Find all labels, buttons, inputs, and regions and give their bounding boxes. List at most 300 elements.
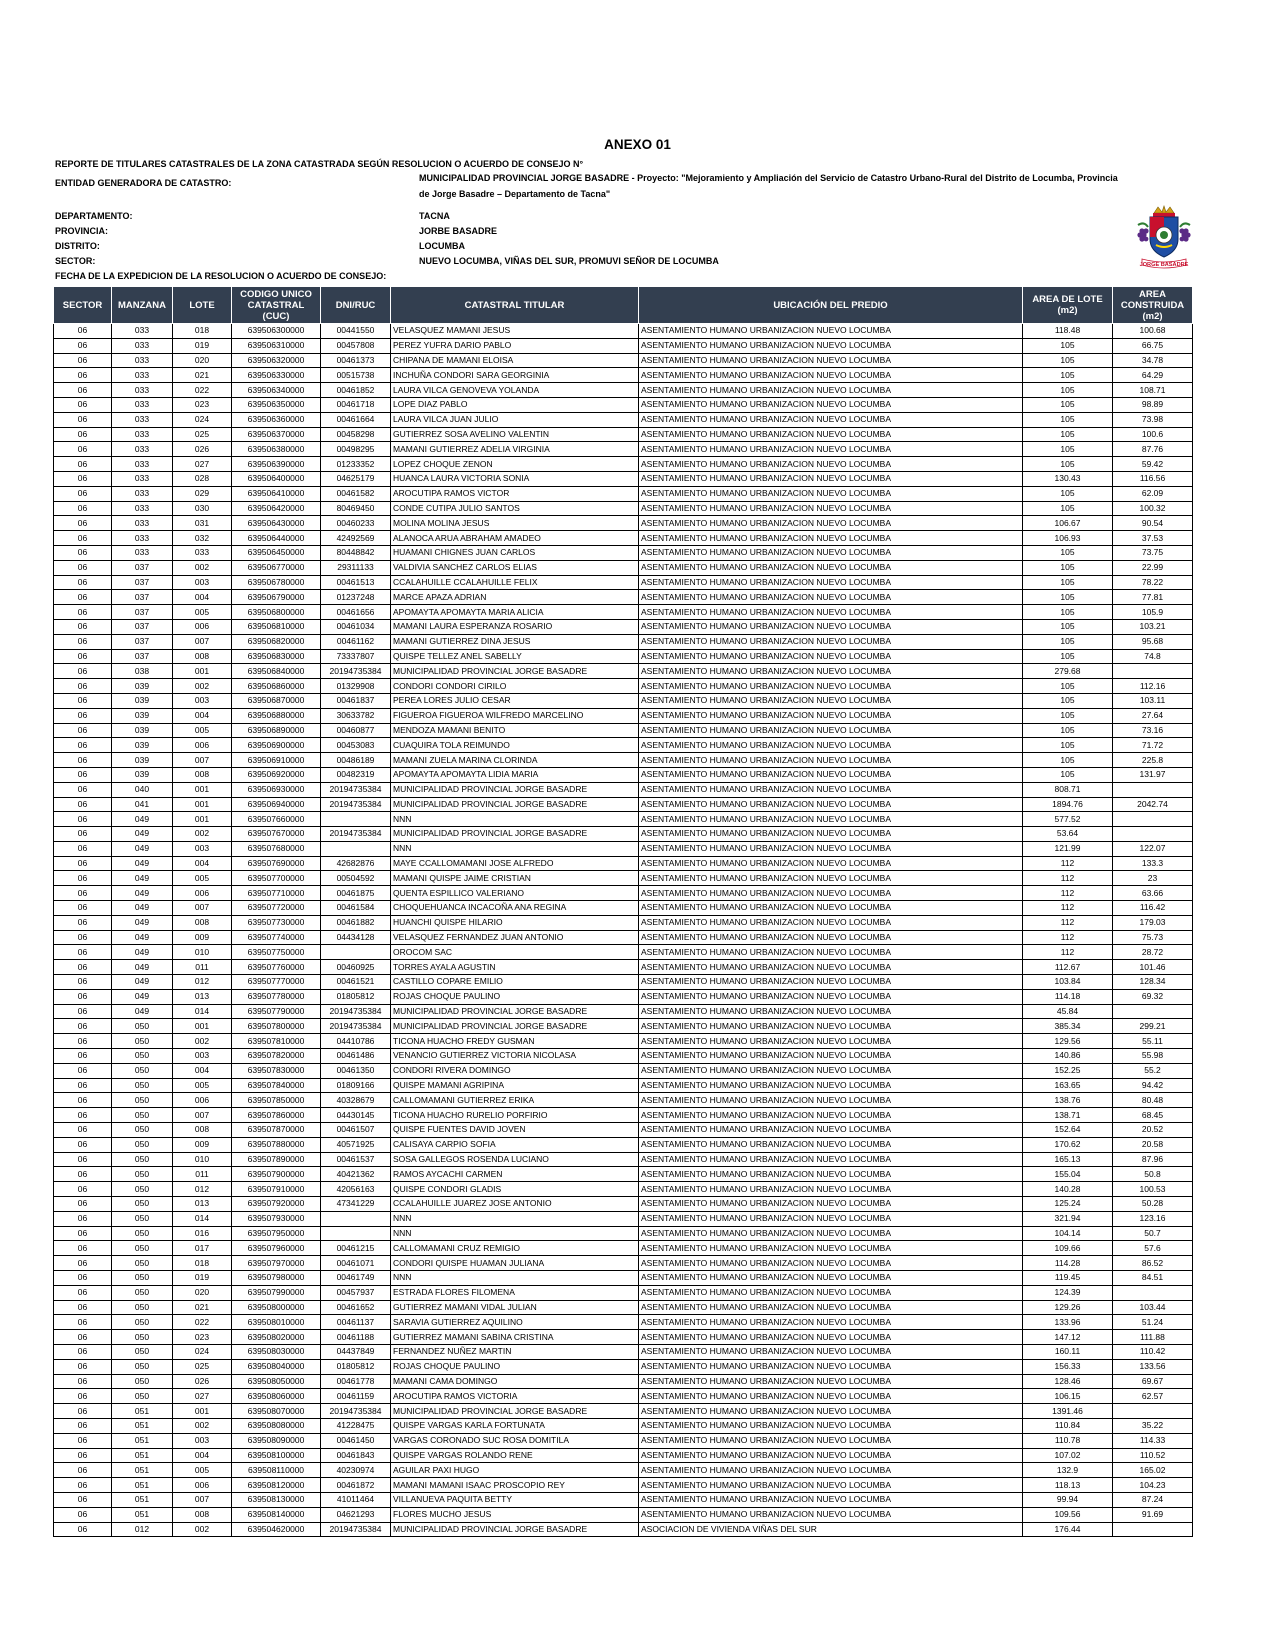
cell-sector: 06 (54, 397, 112, 412)
cell-dni-ruc: 00461582 (321, 486, 391, 501)
cell-sector: 06 (54, 427, 112, 442)
table-row (54, 397, 1193, 412)
cell-manzana: 049 (112, 930, 173, 945)
cell-sector: 06 (54, 1034, 112, 1049)
cell-cuc: 639506320000 (232, 353, 321, 368)
cell-dni-ruc: 00461373 (321, 353, 391, 368)
table-row (54, 1330, 1193, 1345)
departamento-value: TACNA (419, 211, 450, 221)
cell-dni-ruc: 01805812 (321, 1359, 391, 1374)
cell-area-lote: 321.94 (1023, 1211, 1113, 1226)
cell-dni-ruc: 00460877 (321, 723, 391, 738)
cell-cuc: 639507810000 (232, 1034, 321, 1049)
cell-cuc: 639506930000 (232, 782, 321, 797)
cell-manzana: 012 (112, 1522, 173, 1537)
cell-titular: CHIPANA DE MAMANI ELOISA (391, 353, 639, 368)
table-row (54, 1522, 1193, 1537)
cell-cuc: 639507820000 (232, 1049, 321, 1064)
cell-area-lote: 577.52 (1023, 812, 1113, 827)
cell-sector: 06 (54, 649, 112, 664)
cell-lote: 002 (173, 560, 232, 575)
cell-manzana: 049 (112, 989, 173, 1004)
cell-dni-ruc: 00458298 (321, 427, 391, 442)
table-row (54, 1108, 1193, 1123)
table-row (54, 679, 1193, 694)
cell-cuc: 639508100000 (232, 1448, 321, 1463)
cell-cuc: 639507730000 (232, 915, 321, 930)
cell-ubicacion: ASENTAMIENTO HUMANO URBANIZACION NUEVO LOCUMBA (639, 1433, 1023, 1448)
cell-manzana: 037 (112, 590, 173, 605)
cell-sector: 06 (54, 812, 112, 827)
cell-area-lote: 107.02 (1023, 1448, 1113, 1463)
column-header-ubicacion: UBICACIÓN DEL PREDIO (639, 287, 1023, 324)
cell-lote: 006 (173, 886, 232, 901)
cell-ubicacion: ASENTAMIENTO HUMANO URBANIZACION NUEVO LOCUMBA (639, 486, 1023, 501)
cell-area-lote: 140.86 (1023, 1049, 1113, 1064)
table-row (54, 1389, 1193, 1404)
cell-sector: 06 (54, 338, 112, 353)
cell-lote: 018 (173, 1256, 232, 1271)
cell-cuc: 639508090000 (232, 1433, 321, 1448)
cell-cuc: 639506450000 (232, 545, 321, 560)
cell-ubicacion: ASENTAMIENTO HUMANO URBANIZACION NUEVO LOCUMBA (639, 871, 1023, 886)
table-row (54, 827, 1193, 842)
cell-dni-ruc: 00504592 (321, 871, 391, 886)
cell-ubicacion: ASENTAMIENTO HUMANO URBANIZACION NUEVO LOCUMBA (639, 1478, 1023, 1493)
cell-lote: 023 (173, 1330, 232, 1345)
cell-sector: 06 (54, 664, 112, 679)
cell-area-lote: 133.96 (1023, 1315, 1113, 1330)
cell-cuc: 639506770000 (232, 560, 321, 575)
cell-area-lote: 155.04 (1023, 1167, 1113, 1182)
cell-ubicacion: ASENTAMIENTO HUMANO URBANIZACION NUEVO LOCUMBA (639, 1093, 1023, 1108)
cell-titular: MAMANI MAMANI ISAAC PROSCOPIO REY (391, 1478, 639, 1493)
cell-manzana: 051 (112, 1404, 173, 1419)
svg-text:JORGE BASADRE: JORGE BASADRE (1139, 262, 1189, 268)
cell-area-construida: 94.42 (1113, 1078, 1193, 1093)
cell-ubicacion: ASENTAMIENTO HUMANO URBANIZACION NUEVO LOCUMBA (639, 427, 1023, 442)
column-header-cuc: CODIGO UNICO CATASTRAL (CUC) (232, 287, 321, 324)
cell-manzana: 049 (112, 856, 173, 871)
cell-manzana: 033 (112, 412, 173, 427)
cell-ubicacion: ASENTAMIENTO HUMANO URBANIZACION NUEVO LOCUMBA (639, 679, 1023, 694)
cell-ubicacion: ASENTAMIENTO HUMANO URBANIZACION NUEVO LOCUMBA (639, 501, 1023, 516)
cell-sector: 06 (54, 471, 112, 486)
cell-titular: VILLANUEVA PAQUITA BETTY (391, 1492, 639, 1507)
table-row (54, 960, 1193, 975)
cell-dni-ruc: 00461749 (321, 1271, 391, 1286)
cell-area-lote: 105 (1023, 767, 1113, 782)
cell-area-lote: 121.99 (1023, 841, 1113, 856)
cell-sector: 06 (54, 930, 112, 945)
cell-ubicacion: ASENTAMIENTO HUMANO URBANIZACION NUEVO LOCUMBA (639, 930, 1023, 945)
cell-manzana: 050 (112, 1123, 173, 1138)
cell-cuc: 639507950000 (232, 1226, 321, 1241)
table-body (54, 324, 1193, 1537)
cell-ubicacion: ASENTAMIENTO HUMANO URBANIZACION NUEVO LOCUMBA (639, 738, 1023, 753)
cell-dni-ruc: 47341229 (321, 1197, 391, 1212)
cell-area-construida: 165.02 (1113, 1463, 1193, 1478)
cell-sector: 06 (54, 1093, 112, 1108)
table-row (54, 1241, 1193, 1256)
cell-area-construida (1113, 1004, 1193, 1019)
cell-manzana: 039 (112, 723, 173, 738)
cell-sector: 06 (54, 486, 112, 501)
cell-manzana: 050 (112, 1167, 173, 1182)
cell-cuc: 639507830000 (232, 1063, 321, 1078)
cell-ubicacion: ASENTAMIENTO HUMANO URBANIZACION NUEVO LOCUMBA (639, 1152, 1023, 1167)
cell-sector: 06 (54, 886, 112, 901)
cell-sector: 06 (54, 960, 112, 975)
cell-cuc: 639506890000 (232, 723, 321, 738)
table-row (54, 1315, 1193, 1330)
cell-ubicacion: ASENTAMIENTO HUMANO URBANIZACION NUEVO LOCUMBA (639, 812, 1023, 827)
cell-lote: 025 (173, 1359, 232, 1374)
entidad-label: ENTIDAD GENERADORA DE CATASTRO: (55, 178, 232, 188)
table-row (54, 1182, 1193, 1197)
cell-area-lote: 105 (1023, 738, 1113, 753)
cell-area-lote: 124.39 (1023, 1285, 1113, 1300)
cell-ubicacion: ASENTAMIENTO HUMANO URBANIZACION NUEVO LOCUMBA (639, 442, 1023, 457)
cell-titular: CASTILLO COPARE EMILIO (391, 975, 639, 990)
cell-lote: 029 (173, 486, 232, 501)
cell-area-construida: 110.52 (1113, 1448, 1193, 1463)
cell-sector: 06 (54, 797, 112, 812)
cell-sector: 06 (54, 1078, 112, 1093)
cell-manzana: 049 (112, 827, 173, 842)
cell-sector: 06 (54, 1492, 112, 1507)
cell-manzana: 037 (112, 649, 173, 664)
cell-area-lote: 118.48 (1023, 324, 1113, 339)
cell-area-lote: 106.15 (1023, 1389, 1113, 1404)
cell-lote: 012 (173, 975, 232, 990)
cell-ubicacion: ASENTAMIENTO HUMANO URBANIZACION NUEVO LOCUMBA (639, 708, 1023, 723)
cell-titular: VALDIVIA SANCHEZ CARLOS ELIAS (391, 560, 639, 575)
cell-ubicacion: ASENTAMIENTO HUMANO URBANIZACION NUEVO LOCUMBA (639, 634, 1023, 649)
cell-dni-ruc: 00461872 (321, 1478, 391, 1493)
cell-area-lote: 105 (1023, 353, 1113, 368)
cell-ubicacion: ASENTAMIENTO HUMANO URBANIZACION NUEVO LOCUMBA (639, 915, 1023, 930)
cell-titular: CALLOMAMANI CRUZ REMIGIO (391, 1241, 639, 1256)
table-row (54, 353, 1193, 368)
cell-cuc: 639506830000 (232, 649, 321, 664)
cell-sector: 06 (54, 1211, 112, 1226)
cell-area-lote: 112 (1023, 856, 1113, 871)
table-row (54, 338, 1193, 353)
cell-titular: GUTIERREZ SOSA AVELINO VALENTIN (391, 427, 639, 442)
table-row (54, 930, 1193, 945)
cell-area-construida (1113, 782, 1193, 797)
cell-manzana: 051 (112, 1463, 173, 1478)
cell-manzana: 050 (112, 1389, 173, 1404)
municipality-logo (1132, 205, 1196, 273)
cell-ubicacion: ASENTAMIENTO HUMANO URBANIZACION NUEVO LOCUMBA (639, 1197, 1023, 1212)
cell-ubicacion: ASENTAMIENTO HUMANO URBANIZACION NUEVO LOCUMBA (639, 1418, 1023, 1433)
cell-titular: VARGAS CORONADO SUC ROSA DOMITILA (391, 1433, 639, 1448)
cell-ubicacion: ASENTAMIENTO HUMANO URBANIZACION NUEVO LOCUMBA (639, 545, 1023, 560)
cell-area-lote: 45.84 (1023, 1004, 1113, 1019)
cell-area-construida: 73.75 (1113, 545, 1193, 560)
table-row (54, 605, 1193, 620)
cell-sector: 06 (54, 383, 112, 398)
cell-lote: 002 (173, 1418, 232, 1433)
table-row (54, 1404, 1193, 1419)
cell-area-construida: 104.23 (1113, 1478, 1193, 1493)
cell-area-construida: 86.52 (1113, 1256, 1193, 1271)
cell-dni-ruc: 42056163 (321, 1182, 391, 1197)
cell-sector: 06 (54, 1374, 112, 1389)
cell-area-lote: 105 (1023, 753, 1113, 768)
cell-titular: MUNICIPALIDAD PROVINCIAL JORGE BASADRE (391, 1522, 639, 1537)
cell-area-construida: 69.32 (1113, 989, 1193, 1004)
cell-area-lote: 147.12 (1023, 1330, 1113, 1345)
cell-dni-ruc: 00461718 (321, 397, 391, 412)
cell-titular: CHOQUEHUANCA INCACOÑA ANA REGINA (391, 901, 639, 916)
cell-area-construida (1113, 812, 1193, 827)
cell-sector: 06 (54, 856, 112, 871)
cell-area-construida: 103.21 (1113, 619, 1193, 634)
cell-ubicacion: ASENTAMIENTO HUMANO URBANIZACION NUEVO LOCUMBA (639, 901, 1023, 916)
cell-sector: 06 (54, 945, 112, 960)
cell-area-lote: 105 (1023, 383, 1113, 398)
cell-area-construida (1113, 827, 1193, 842)
cell-ubicacion: ASENTAMIENTO HUMANO URBANIZACION NUEVO LOCUMBA (639, 338, 1023, 353)
cell-sector: 06 (54, 501, 112, 516)
cell-manzana: 033 (112, 486, 173, 501)
cell-area-construida: 77.81 (1113, 590, 1193, 605)
cell-ubicacion: ASENTAMIENTO HUMANO URBANIZACION NUEVO LOCUMBA (639, 1078, 1023, 1093)
cell-cuc: 639506880000 (232, 708, 321, 723)
cell-lote: 008 (173, 767, 232, 782)
cell-titular: RAMOS AYCACHI CARMEN (391, 1167, 639, 1182)
cell-titular: CALISAYA CARPIO SOFIA (391, 1137, 639, 1152)
cell-cuc: 639508010000 (232, 1315, 321, 1330)
cell-lote: 009 (173, 1137, 232, 1152)
cell-cuc: 639506350000 (232, 397, 321, 412)
cell-sector: 06 (54, 1226, 112, 1241)
cell-area-construida: 27.64 (1113, 708, 1193, 723)
table-row (54, 1167, 1193, 1182)
cell-manzana: 037 (112, 619, 173, 634)
cell-dni-ruc: 00515738 (321, 368, 391, 383)
cell-ubicacion: ASENTAMIENTO HUMANO URBANIZACION NUEVO LOCUMBA (639, 1063, 1023, 1078)
cell-titular: LOPEZ CHOQUE ZENON (391, 457, 639, 472)
cell-area-construida: 108.71 (1113, 383, 1193, 398)
cell-titular: MAMANI LAURA ESPERANZA ROSARIO (391, 619, 639, 634)
cell-manzana: 051 (112, 1433, 173, 1448)
cell-area-lote: 138.71 (1023, 1108, 1113, 1123)
cell-lote: 003 (173, 1433, 232, 1448)
cell-manzana: 049 (112, 1004, 173, 1019)
cell-lote: 001 (173, 1019, 232, 1034)
cell-titular: NNN (391, 1271, 639, 1286)
column-header-area-lote: AREA DE LOTE (m2) (1023, 287, 1113, 324)
cell-dni-ruc: 40230974 (321, 1463, 391, 1478)
cell-ubicacion: ASENTAMIENTO HUMANO URBANIZACION NUEVO LOCUMBA (639, 1492, 1023, 1507)
cell-area-construida: 98.89 (1113, 397, 1193, 412)
cell-dni-ruc: 01805812 (321, 989, 391, 1004)
cell-area-lote: 118.13 (1023, 1478, 1113, 1493)
cell-area-construida: 73.98 (1113, 412, 1193, 427)
table-row (54, 1137, 1193, 1152)
cell-cuc: 639508110000 (232, 1463, 321, 1478)
cell-titular: VELASQUEZ FERNANDEZ JUAN ANTONIO (391, 930, 639, 945)
cell-dni-ruc: 00461778 (321, 1374, 391, 1389)
column-header-titular: CATASTRAL TITULAR (391, 287, 639, 324)
cell-area-lote: 385.34 (1023, 1019, 1113, 1034)
cell-cuc: 639507800000 (232, 1019, 321, 1034)
cell-dni-ruc: 00498295 (321, 442, 391, 457)
cell-ubicacion: ASENTAMIENTO HUMANO URBANIZACION NUEVO LOCUMBA (639, 1241, 1023, 1256)
cell-lote: 007 (173, 1492, 232, 1507)
cell-lote: 023 (173, 397, 232, 412)
cell-titular: MAYE CCALLOMAMANI JOSE ALFREDO (391, 856, 639, 871)
table-row (54, 871, 1193, 886)
table-row (54, 531, 1193, 546)
cell-cuc: 639506820000 (232, 634, 321, 649)
cell-cuc: 639506370000 (232, 427, 321, 442)
cell-dni-ruc: 00482319 (321, 767, 391, 782)
cell-dni-ruc: 01809166 (321, 1078, 391, 1093)
cell-lote: 020 (173, 353, 232, 368)
cell-area-lote: 105 (1023, 679, 1113, 694)
cell-manzana: 050 (112, 1063, 173, 1078)
cell-manzana: 033 (112, 427, 173, 442)
cell-ubicacion: ASENTAMIENTO HUMANO URBANIZACION NUEVO LOCUMBA (639, 605, 1023, 620)
cell-manzana: 049 (112, 915, 173, 930)
cell-titular: GUTIERREZ MAMANI SABINA CRISTINA (391, 1330, 639, 1345)
cell-sector: 06 (54, 901, 112, 916)
table-row (54, 723, 1193, 738)
cell-sector: 06 (54, 1359, 112, 1374)
cell-cuc: 639507770000 (232, 975, 321, 990)
cell-manzana: 033 (112, 397, 173, 412)
cell-dni-ruc: 01233352 (321, 457, 391, 472)
cell-dni-ruc: 00461507 (321, 1123, 391, 1138)
cell-area-construida: 50.28 (1113, 1197, 1193, 1212)
cell-cuc: 639506800000 (232, 605, 321, 620)
cell-lote: 026 (173, 442, 232, 457)
cell-ubicacion: ASENTAMIENTO HUMANO URBANIZACION NUEVO LOCUMBA (639, 767, 1023, 782)
cell-titular: FIGUEROA FIGUEROA WILFREDO MARCELINO (391, 708, 639, 723)
cell-ubicacion: ASENTAMIENTO HUMANO URBANIZACION NUEVO LOCUMBA (639, 1404, 1023, 1419)
cell-cuc: 639506430000 (232, 516, 321, 531)
cell-area-lote: 114.18 (1023, 989, 1113, 1004)
cell-sector: 06 (54, 442, 112, 457)
cell-area-construida: 116.56 (1113, 471, 1193, 486)
table-row (54, 782, 1193, 797)
table-row (54, 1063, 1193, 1078)
cell-titular: ALANOCA ARUA ABRAHAM AMADEO (391, 531, 639, 546)
cadastral-owners-table (53, 286, 1193, 1537)
cell-cuc: 639506300000 (232, 324, 321, 339)
cell-dni-ruc: 00453083 (321, 738, 391, 753)
distrito-value: LOCUMBA (419, 241, 465, 251)
table-row (54, 1093, 1193, 1108)
cell-sector: 06 (54, 723, 112, 738)
cell-area-lote: 104.14 (1023, 1226, 1113, 1241)
cell-cuc: 639508000000 (232, 1300, 321, 1315)
cell-dni-ruc: 73337807 (321, 649, 391, 664)
cell-dni-ruc: 30633782 (321, 708, 391, 723)
report-description: REPORTE DE TITULARES CATASTRALES DE LA ZONA CATASTRADA SEGÚN RESOLUCION O ACUERDO DE CONSEJO N° (55, 159, 584, 169)
cell-manzana: 033 (112, 501, 173, 516)
cell-lote: 033 (173, 545, 232, 560)
sector-label: SECTOR: (55, 256, 96, 266)
cell-titular: LAURA VILCA GENOVEVA YOLANDA (391, 383, 639, 398)
cell-lote: 002 (173, 1034, 232, 1049)
cell-sector: 06 (54, 353, 112, 368)
cell-dni-ruc: 00461486 (321, 1049, 391, 1064)
cell-sector: 06 (54, 368, 112, 383)
cell-sector: 06 (54, 619, 112, 634)
cell-titular: HUAMANI CHIGNES JUAN CARLOS (391, 545, 639, 560)
cell-area-lote: 105 (1023, 442, 1113, 457)
cell-area-construida: 66.75 (1113, 338, 1193, 353)
cell-ubicacion: ASENTAMIENTO HUMANO URBANIZACION NUEVO LOCUMBA (639, 1300, 1023, 1315)
cell-dni-ruc: 04434128 (321, 930, 391, 945)
cell-area-construida: 84.51 (1113, 1271, 1193, 1286)
cell-area-lote: 176.44 (1023, 1522, 1113, 1537)
cell-manzana: 033 (112, 545, 173, 560)
cell-cuc: 639508050000 (232, 1374, 321, 1389)
table-row (54, 471, 1193, 486)
cell-dni-ruc: 20194735384 (321, 664, 391, 679)
cell-sector: 06 (54, 1315, 112, 1330)
cell-area-construida: 87.24 (1113, 1492, 1193, 1507)
cell-area-lote: 105 (1023, 501, 1113, 516)
cell-area-lote: 110.78 (1023, 1433, 1113, 1448)
cell-cuc: 639506390000 (232, 457, 321, 472)
cell-area-lote: 106.93 (1023, 531, 1113, 546)
cell-manzana: 050 (112, 1034, 173, 1049)
cell-sector: 06 (54, 1300, 112, 1315)
cell-cuc: 639506440000 (232, 531, 321, 546)
table-row (54, 1256, 1193, 1271)
table-row (54, 797, 1193, 812)
cell-area-construida: 100.6 (1113, 427, 1193, 442)
cell-manzana: 033 (112, 338, 173, 353)
table-row (54, 412, 1193, 427)
table-row (54, 368, 1193, 383)
cell-cuc: 639506840000 (232, 664, 321, 679)
cell-area-lote: 105 (1023, 590, 1113, 605)
cell-ubicacion: ASENTAMIENTO HUMANO URBANIZACION NUEVO LOCUMBA (639, 1211, 1023, 1226)
cell-ubicacion: ASENTAMIENTO HUMANO URBANIZACION NUEVO LOCUMBA (639, 693, 1023, 708)
table-row (54, 664, 1193, 679)
cell-area-lote: 105 (1023, 575, 1113, 590)
cell-ubicacion: ASENTAMIENTO HUMANO URBANIZACION NUEVO LOCUMBA (639, 1182, 1023, 1197)
cell-ubicacion: ASENTAMIENTO HUMANO URBANIZACION NUEVO LOCUMBA (639, 457, 1023, 472)
cell-area-construida: 111.88 (1113, 1330, 1193, 1345)
table-row (54, 901, 1193, 916)
cell-titular: MAMANI GUTIERREZ ADELIA VIRGINIA (391, 442, 639, 457)
cell-lote: 004 (173, 1448, 232, 1463)
cell-dni-ruc (321, 841, 391, 856)
cell-lote: 007 (173, 1108, 232, 1123)
cell-ubicacion: ASENTAMIENTO HUMANO URBANIZACION NUEVO LOCUMBA (639, 1344, 1023, 1359)
cell-cuc: 639507860000 (232, 1108, 321, 1123)
cell-area-lote: 112 (1023, 886, 1113, 901)
cell-manzana: 050 (112, 1226, 173, 1241)
cell-lote: 031 (173, 516, 232, 531)
cell-area-construida: 91.69 (1113, 1507, 1193, 1522)
cell-ubicacion: ASENTAMIENTO HUMANO URBANIZACION NUEVO LOCUMBA (639, 575, 1023, 590)
cell-manzana: 049 (112, 960, 173, 975)
cell-area-construida: 133.56 (1113, 1359, 1193, 1374)
cell-lote: 008 (173, 649, 232, 664)
cell-manzana: 033 (112, 368, 173, 383)
